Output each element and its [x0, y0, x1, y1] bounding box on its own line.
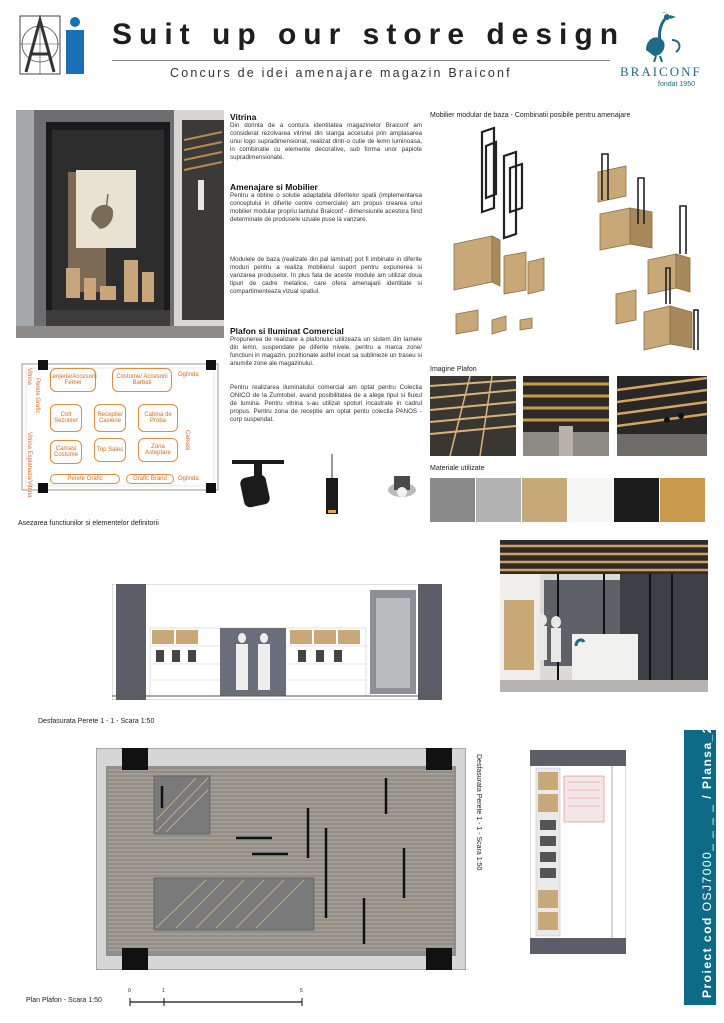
- page-title: Suit up our store design: [112, 18, 626, 51]
- material-swatch: [522, 478, 567, 522]
- sheet-number: / Plansa_2: [700, 725, 714, 799]
- material-swatch: [476, 478, 521, 522]
- plan-plafon-caption: Plan Plafon - Scara 1:50: [26, 997, 102, 1004]
- plan-zone-perete-grafic: Perete Grafic: [50, 474, 120, 484]
- project-label: Proiect cod: [700, 916, 714, 998]
- ai-logo: [18, 14, 88, 78]
- plan-pillar: [206, 360, 216, 370]
- material-swatch: [568, 478, 613, 522]
- plan-label-oglinda-top: Oglinda: [178, 372, 199, 378]
- plan-zone-costume: Costume/ Accesorii Barbati: [112, 368, 172, 392]
- modular-furniture-diagram: [430, 124, 714, 352]
- plan-label-oglinda-bottom: Oglinda: [178, 476, 199, 482]
- brand-name: BRAICONF: [620, 64, 702, 79]
- lighting-fixtures: [232, 454, 430, 522]
- plafon-text-2: Pentru realizarea iluminatului comercial am optat pentru Colectia ONICO de la Zumtobel, avand posibilitatea de a alege tipul si fluxul de lumina. Pentru vitrina s-au utilizat spoturi incastrate in cadrul propus. Pentru zona de receptie am optat pentu colectia PANOS - corp suspendat.: [230, 384, 422, 423]
- plan-pillar: [38, 483, 48, 493]
- scale-bar: [128, 996, 304, 1006]
- plafon-images-caption: Imagine Plafon: [430, 366, 477, 373]
- plan-label-vitrina-esplanada: Vitrina Esplanada/Vitrina: [26, 432, 32, 498]
- vitrina-text: Din dorinta de a contura identitatea magazinelor Braiconf am considerat rezolvarea vitrinei din stanga accesului prin amplasarea unui logo supradimensionat, realizat dintr-o cutie de lemn luminoasa, in combinatie cu elemente decorative, sub forma unor papiote supradimensionate.: [230, 122, 422, 161]
- desfasurata-vertical-caption: Desfasurata Perete 1 - 1 - Scara 1:50: [475, 754, 482, 871]
- brand-since: fondat 1950: [658, 81, 695, 88]
- plan-pillar: [206, 483, 216, 493]
- amenajare-text-1: Pentru a obtine o solutie adaptabila diferitelor spatii (implementarea conceptului in diferite centre comerciale) am propus crearea unui mobilier modular propriu lantului Braiconf - dimensiunile acestora fiind determinate de produsele uzuale puse la vanzare.: [230, 192, 422, 223]
- plan-label-vitrina: Vitrina: [26, 368, 32, 385]
- plan-zone-cabina: Cabina de Proba: [138, 404, 178, 432]
- title-rule: [112, 60, 610, 61]
- functional-floor-plan: [14, 360, 222, 498]
- plan-zone-receptie: Receptie/ Casierie: [94, 404, 126, 432]
- wall-elevation-vertical: [530, 750, 626, 954]
- plan-pillar: [38, 360, 48, 370]
- recessed-spot-icon: [388, 476, 416, 497]
- ceiling-plan-drawing: [96, 748, 466, 970]
- plan-zone-colt-sezonier: Colt Sezonier: [50, 404, 82, 432]
- material-swatch: [614, 478, 659, 522]
- plafon-render-1: [430, 376, 516, 456]
- plan-zone-camasi-costume: Camasi Costume: [50, 440, 82, 464]
- project-code: OSJ7000_ _ _ _: [700, 803, 714, 912]
- desfasurata-caption: Desfasurata Perete 1 - 1 - Scara 1:50: [38, 718, 155, 725]
- plafon-render-3: [617, 376, 707, 456]
- project-code-text: [700, 725, 714, 998]
- asezarea-caption: Asezarea functiunilor si elementelor definitorii: [18, 520, 159, 527]
- pendant-lamp-icon: [326, 454, 338, 514]
- amenajare-text-2: Modulele de baza (realizate din pal laminat) pot fi imbinate in diferite moduri pentru a realiza mobilierul suport pentru expunerea si vanzarea produselor. In plus fata de aceste module am utilizat doua tipuri de cadre metalice, care ofera amenajarii identitate si compartimenteaza vizual spatiul.: [230, 256, 422, 295]
- plafon-text-1: Propunerea de realizare a plafonului utilizeaza un sistem din lamele din lemn, suspendate pe diferite nivele, pentru a marca zone/ functiuni in magazin, pozitionate astfel incat sa sublinieze un traseu si anumite zone ale magazinului.: [230, 336, 422, 367]
- page-subtitle: Concurs de idei amenajare magazin Braiconf: [170, 66, 512, 80]
- plan-zone-lenjerie: Lenjerie/Accesorii Femei: [50, 368, 96, 392]
- plan-zone-top-sales: Top Sales: [94, 438, 126, 462]
- material-swatch: [660, 478, 705, 522]
- vitrina-render: [16, 110, 224, 338]
- project-code-band: [684, 725, 716, 1005]
- plan-zone-asteptare: Zona Asteptare: [138, 438, 178, 462]
- plan-label-perete-grafic-side: Perete Grafic: [34, 378, 40, 414]
- plan-label-camasi: Camasi: [184, 430, 190, 451]
- interior-render: [500, 540, 708, 692]
- plan-zone-grafic-brand: Grafic Brand: [126, 474, 174, 484]
- mobilier-caption: Mobilier modular de baza - Combinatii posibile pentru amenajare: [430, 112, 631, 119]
- wall-elevation-drawing: [112, 584, 442, 700]
- vitrina-title: Vitrina: [230, 112, 257, 122]
- amenajare-title: Amenajare si Mobilier: [230, 182, 318, 192]
- plafon-render-2: [523, 376, 609, 456]
- peacock-logo-icon: [636, 12, 688, 62]
- scale-5: 5: [300, 988, 303, 994]
- track-spot-icon: [232, 460, 284, 508]
- materiale-caption: Materiale utilizate: [430, 465, 485, 472]
- plafon-title: Plafon si Iluminat Comercial: [230, 326, 344, 336]
- scale-1: 1: [162, 988, 165, 994]
- scale-0: 0: [128, 988, 131, 994]
- material-swatch: [430, 478, 475, 522]
